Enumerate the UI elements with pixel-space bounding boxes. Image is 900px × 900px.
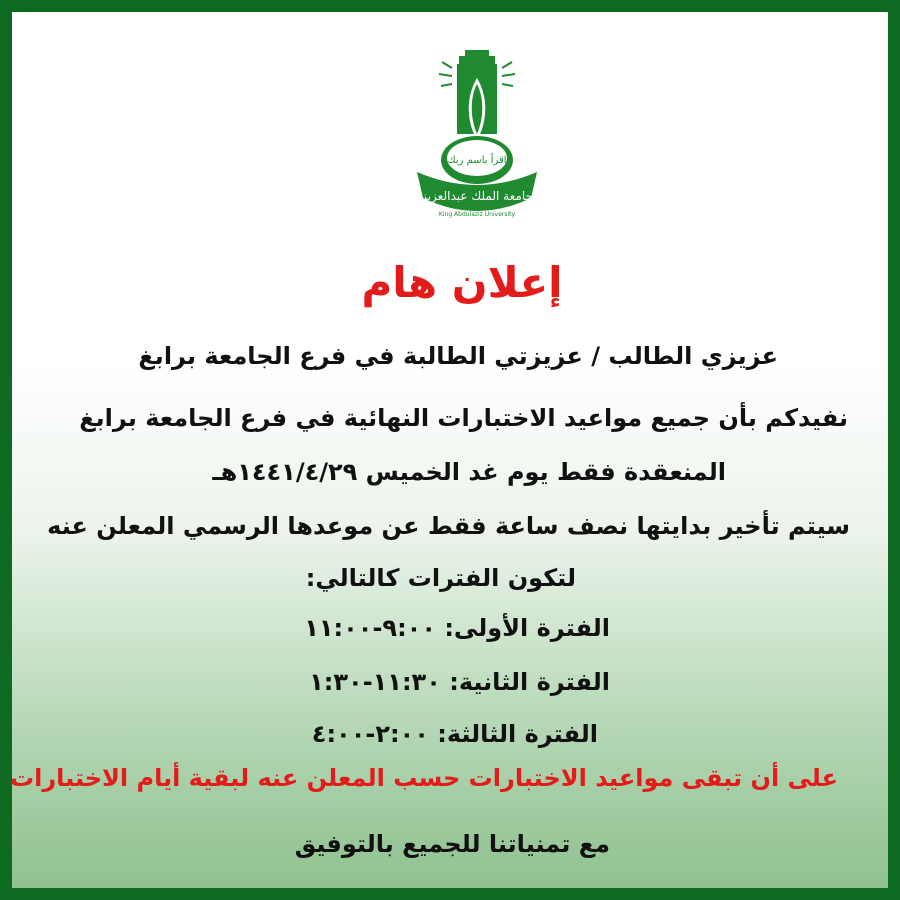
period-1 <box>304 614 610 642</box>
body-line-3: سيتم تأخير بدايتها نصف ساعة فقط عن موعدها الرسمي المعلن عنه <box>47 512 850 540</box>
period-1-label: الفترة الأولى: <box>444 614 610 642</box>
logo-motto: اقرأ باسم ربك <box>447 155 507 166</box>
body-line-4: لتكون الفترات كالتالي: <box>305 564 576 592</box>
logo-arabic-name: جامعة الملك عبدالعزيز <box>421 189 533 203</box>
period-2 <box>309 668 610 696</box>
period-2-label: الفترة الثانية: <box>449 668 610 696</box>
period-2-time: ١١:٣٠-١:٣٠ <box>309 668 441 696</box>
body-line-2: المنعقدة فقط يوم غد الخميس ١٤٤١/٤/٢٩هـ <box>212 458 726 486</box>
announcement-title: إعلان هام <box>361 258 563 307</box>
period-3-time: ٢:٠٠-٤:٠٠ <box>311 720 429 748</box>
body-line-1: نفيدكم بأن جميع مواعيد الاختبارات النهائية في فرع الجامعة برابغ <box>79 404 848 432</box>
period-1-time: ٩:٠٠-١١:٠٠ <box>304 614 436 642</box>
period-3-label: الفترة الثالثة: <box>437 720 598 748</box>
closing: مع تمنياتنا للجميع بالتوفيق <box>294 830 610 858</box>
greeting: عزيزي الطالب / عزيزتي الطالبة في فرع الجامعة برابغ <box>138 342 778 370</box>
king-abdulaziz-university-logo-icon <box>407 48 547 228</box>
period-3 <box>312 720 598 748</box>
logo-english-name: King Abdulaziz University <box>438 211 516 218</box>
note: على أن تبقى مواعيد الاختبارات حسب المعلن عنه لبقية أيام الاختبارات <box>9 764 838 792</box>
